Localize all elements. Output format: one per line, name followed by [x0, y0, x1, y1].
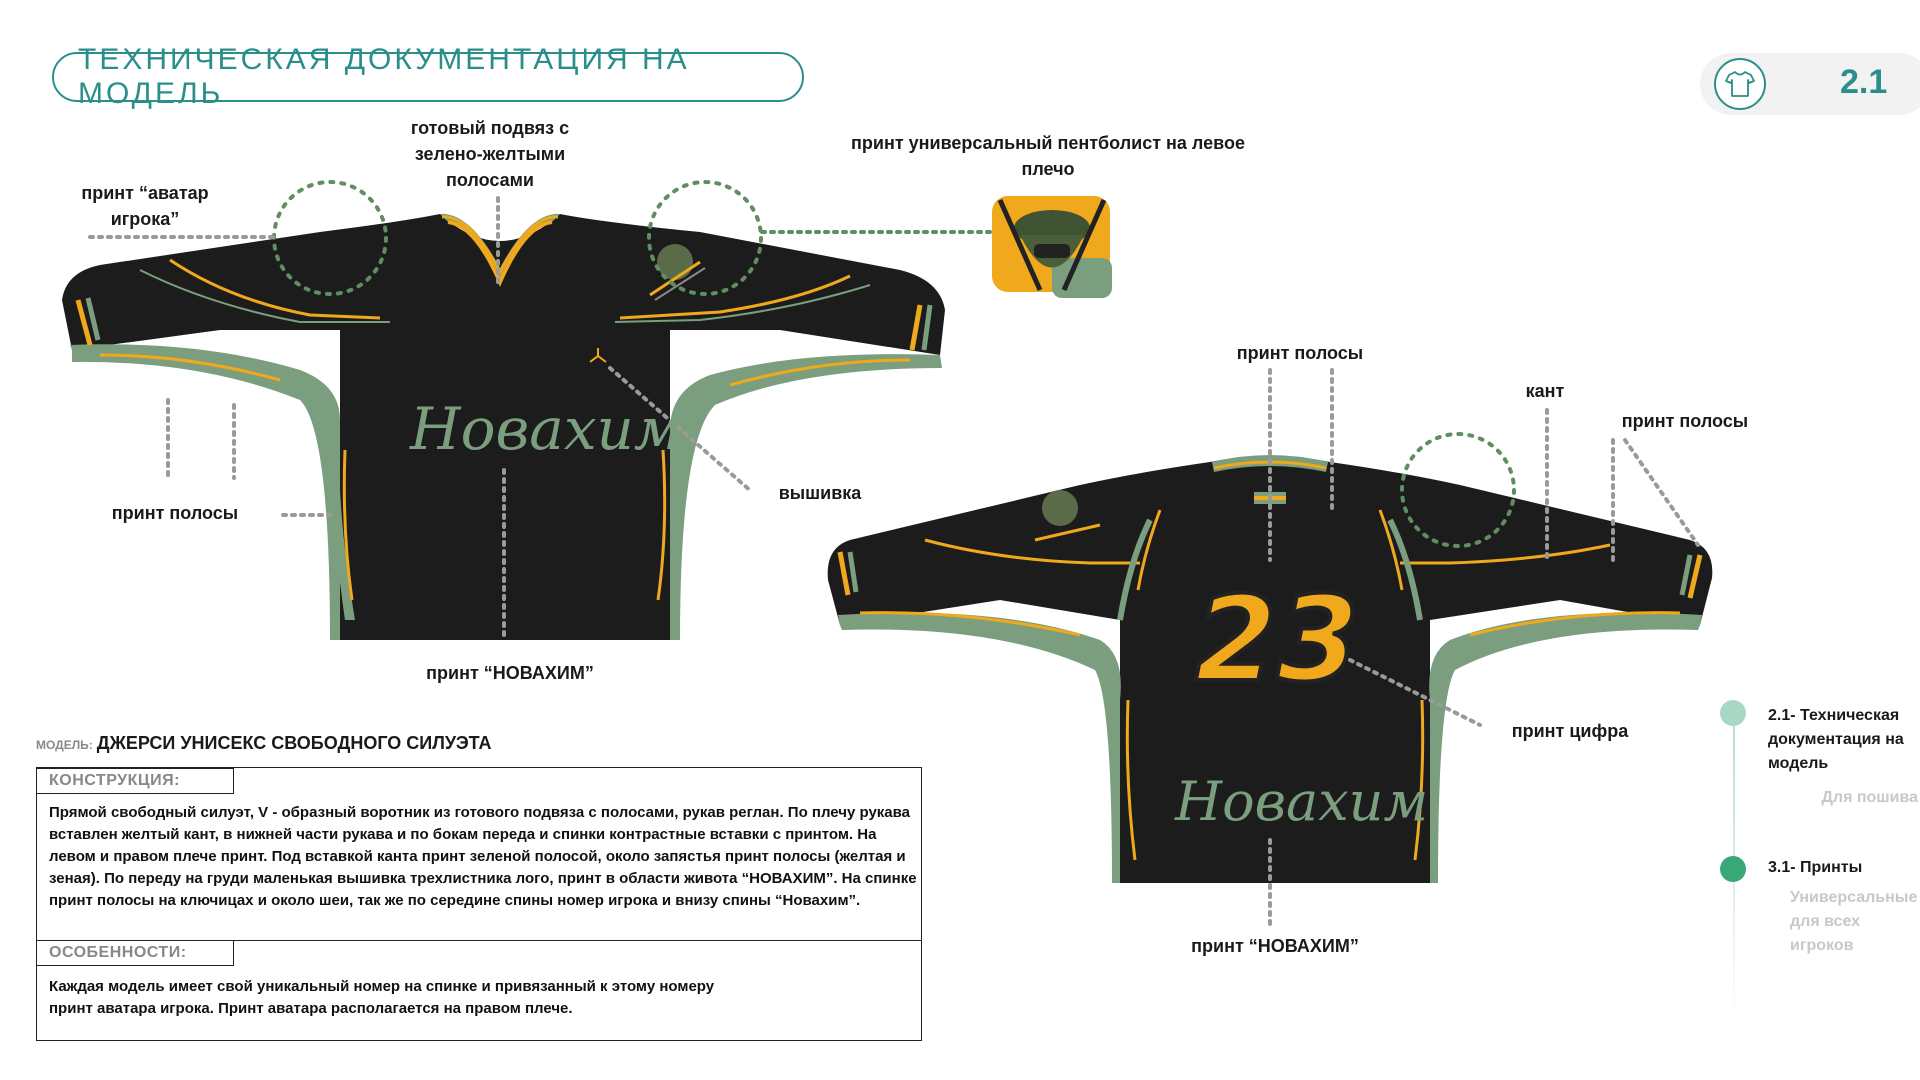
model-caption: МОДЕЛЬ: — [36, 738, 93, 752]
label-back-novakhim: принт “НОВАХИМ” — [1191, 936, 1359, 956]
back-novakhim-print: Новахим — [1175, 770, 1429, 833]
nav-item-3-1[interactable] — [1768, 856, 1918, 958]
label-shoulder-print: принт универсальный пентболист на левое плечо — [851, 133, 1245, 179]
features-text: Каждая модель имеет свой уникальный номер на спинке и привязанный к этому номеру принт аватара игрока. Принт аватара располагается на правом плече. — [49, 978, 715, 1017]
construction-title: КОНСТРУКЦИЯ: — [37, 768, 234, 794]
label-piping: кант — [1525, 381, 1565, 401]
nav-item-2-1[interactable] — [1768, 704, 1918, 810]
label-front-stripes: принт полосы — [111, 503, 239, 523]
label-back-stripes-top: принт полосы — [1236, 343, 1364, 363]
back-number-print: 23 — [1195, 570, 1360, 708]
label-avatar: принт “аватар игрока” — [81, 183, 209, 229]
model-line — [36, 733, 491, 754]
label-collar: готовый подвяз с зелено-желтыми полосами — [410, 118, 570, 190]
label-front-novakhim: принт “НОВАХИМ” — [426, 663, 594, 683]
paintballer-print — [992, 196, 1112, 298]
front-novakhim-print: Новахим — [410, 395, 682, 463]
page-title: ТЕХНИЧЕСКАЯ ДОКУМЕНТАЦИЯ НА МОДЕЛЬ — [78, 43, 690, 110]
label-embroidery: вышивка — [778, 483, 862, 503]
model-name: ДЖЕРСИ УНИСЕКС СВОБОДНОГО СИЛУЭТА — [96, 733, 492, 753]
construction-text: Прямой свободный силуэт, V - образный воротник из готового подвяза с полосами, рукав реглан. По плечу рукава вставлен желтый кант, в нижней части рукава и по бокам переда и спинки контрастные вставки с принтом. На левом и правом плече принт. Под вставкой канта принт зеленой полосой, около запястья принт полосы (желтая и зеная). По переду на груди маленькая вышивка трехлистника лого, принт в области живота “НОВАХИМ”. На спинке принт полосы на ключицах и около шеи, так же по середине спины номер игрока и внизу спины “Новахим”. — [49, 804, 917, 909]
nav-item-sub: Универсальные для всех игроков — [1790, 889, 1918, 954]
spec-box — [36, 767, 922, 1041]
nav-item-title: 3.1- Принты — [1768, 859, 1863, 876]
nav-item-title: 2.1- Техническая документация на модель — [1768, 707, 1904, 772]
nav-dot-2[interactable] — [1720, 856, 1746, 882]
page-number: 2.1 — [1840, 63, 1888, 101]
label-number: принт цифра — [1511, 721, 1629, 741]
nav-item-sub: Для пошива — [1821, 789, 1918, 806]
label-back-stripes-right: принт полосы — [1621, 411, 1749, 431]
features-title: ОСОБЕННОСТИ: — [37, 940, 234, 966]
nav-dot-1[interactable] — [1720, 700, 1746, 726]
